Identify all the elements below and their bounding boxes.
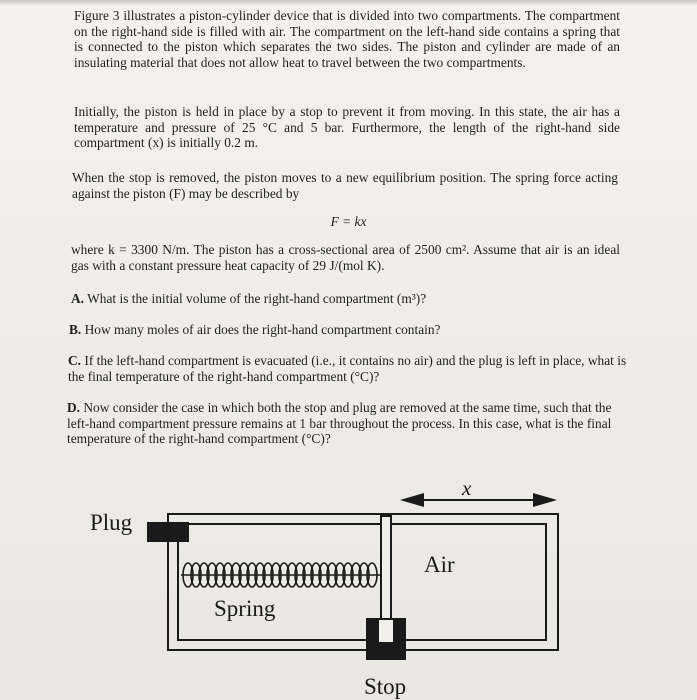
spring-force-equation: F = kx bbox=[330, 214, 367, 229]
question-c-text: If the left-hand compartment is evacuated (i.e., it contains no air) and the plug is left in place, what is the final temperature of the right-hand compartment (°C)? bbox=[68, 353, 627, 384]
question-b-letter: B. bbox=[69, 322, 82, 337]
cylinder-outer bbox=[168, 514, 558, 650]
stop-removed-paragraph: When the stop is removed, the piston moves to a new equilibrium position. The spring force acting against the piston (F) may be described by bbox=[72, 170, 618, 201]
question-a-letter: A. bbox=[71, 291, 85, 306]
plug bbox=[147, 522, 189, 542]
spring bbox=[181, 563, 381, 587]
question-c bbox=[68, 353, 628, 384]
question-d-text: Now consider the case in which both the stop and plug are removed at the same time, such that the left-hand compartment pressure remains at 1 bar throughout the process. In this case, what is the final temperature of the right-hand compartment (°C)? bbox=[67, 400, 612, 447]
question-b bbox=[69, 322, 629, 338]
page-edge-shadow bbox=[0, 0, 697, 6]
cylinder-inner bbox=[178, 524, 546, 640]
question-a bbox=[71, 291, 631, 307]
initial-state-paragraph: Initially, the piston is held in place by a stop to prevent it from moving. In this state, the air has a temperature and pressure of 25 °C and 5 bar. Furthermore, the length of the right-hand side compartment (x) is initially 0.2 m. bbox=[74, 104, 620, 151]
length-arrow bbox=[400, 493, 557, 507]
stop-label: Stop bbox=[364, 674, 407, 699]
question-a-text: What is the initial volume of the right-hand compartment (m³)? bbox=[87, 291, 427, 306]
question-c-letter: C. bbox=[68, 353, 82, 368]
given-values-paragraph: where k = 3300 N/m. The piston has a cross-sectional area of 2500 cm². Assume that air is an ideal gas with a constant pressure heat capacity of 29 J/(mol K). bbox=[71, 242, 620, 273]
length-x-label: x bbox=[462, 476, 472, 500]
question-d bbox=[67, 400, 627, 447]
air-label: Air bbox=[424, 552, 455, 577]
piston-cylinder-diagram bbox=[0, 470, 697, 700]
spring-label: Spring bbox=[214, 596, 276, 621]
question-b-text: How many moles of air does the right-hand compartment contain? bbox=[84, 322, 441, 337]
intro-paragraph: Figure 3 illustrates a piston-cylinder device that is divided into two compartments. The compartment on the right-hand side is filled with air. The compartment on the left-hand side contains a spring that is connected to the piston which separates the two sides. The piston and cylinder are made of an insulating material that does not allow heat to travel between the two compartments. bbox=[74, 8, 620, 70]
plug-label: Plug bbox=[90, 510, 133, 535]
question-d-letter: D. bbox=[67, 400, 81, 415]
diagram-drawing bbox=[0, 470, 697, 700]
